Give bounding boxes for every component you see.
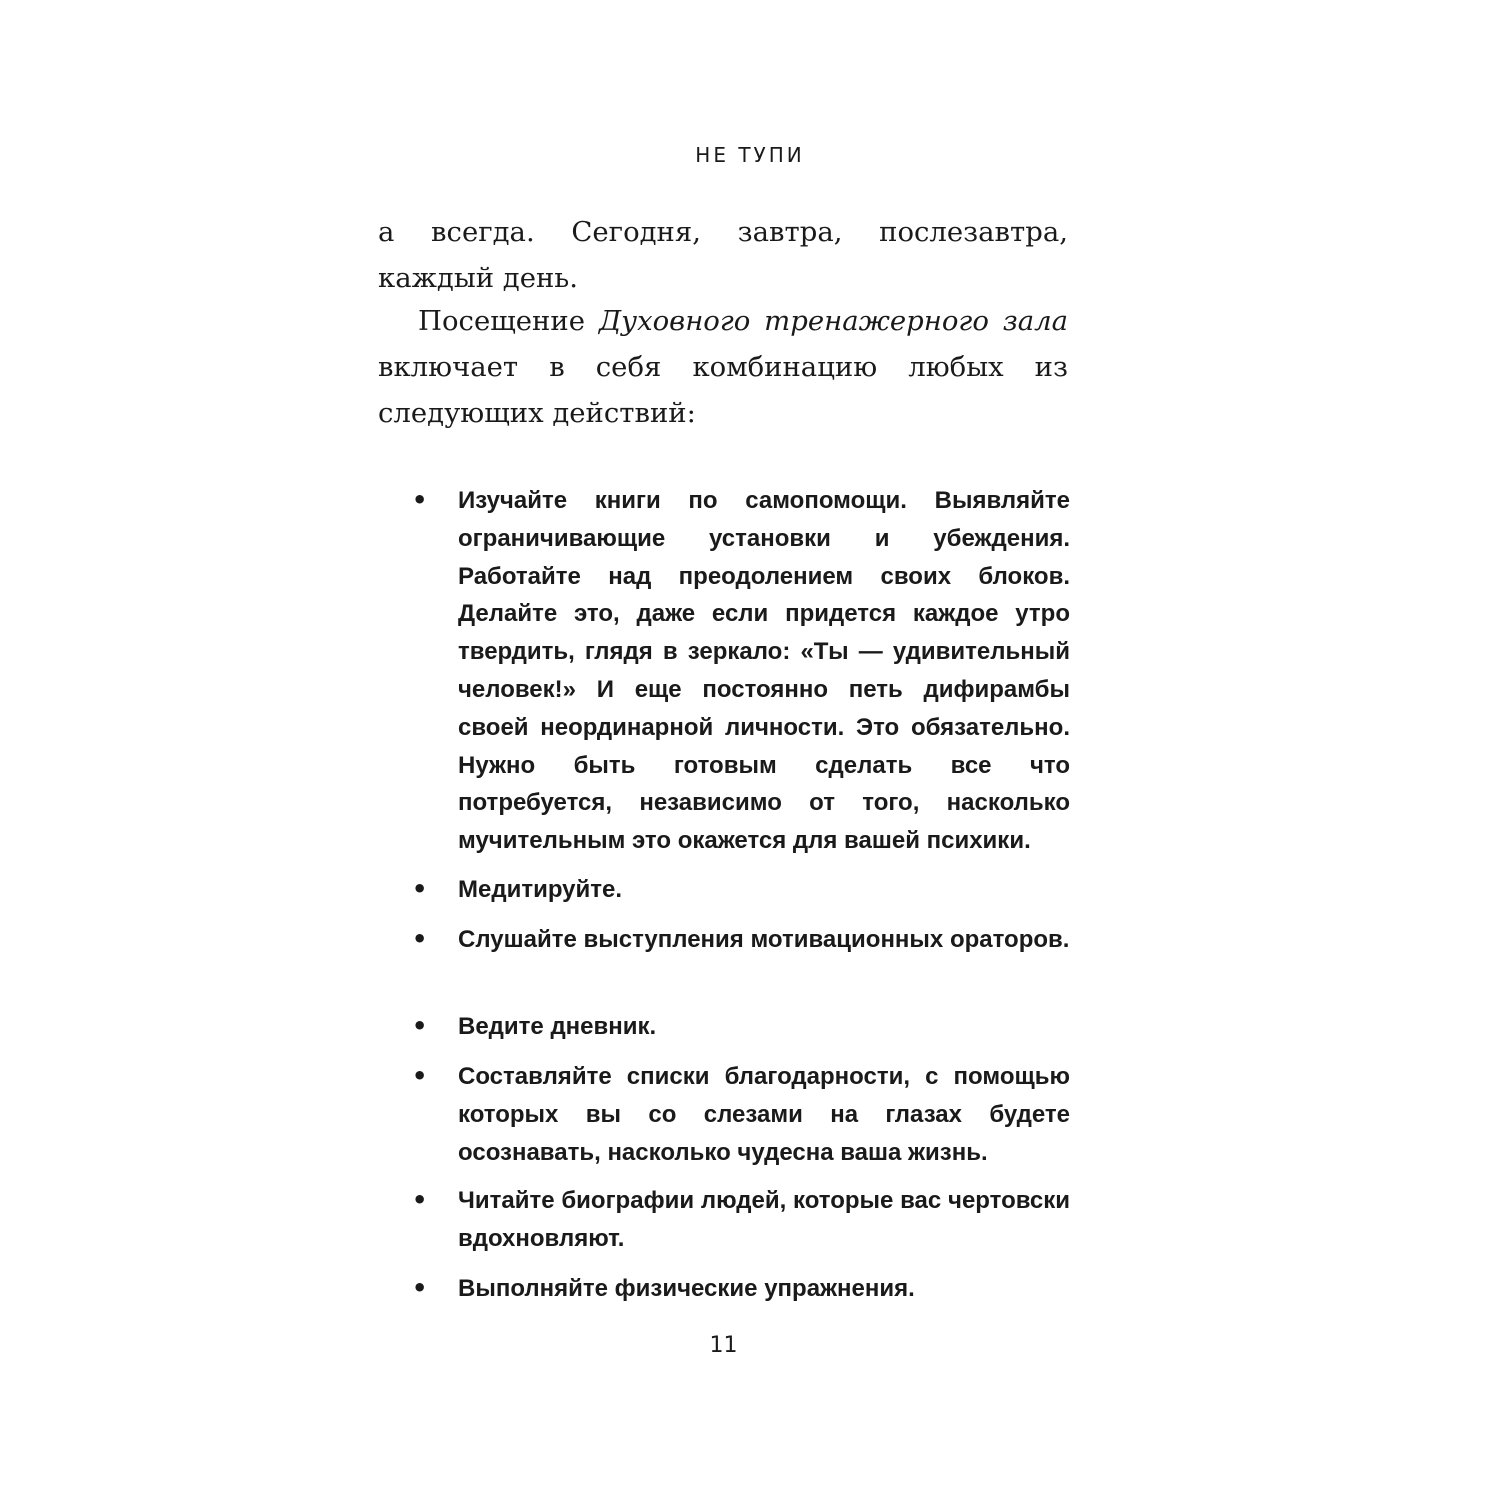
bullet-icon: • bbox=[412, 486, 428, 514]
list-item-text: Составляйте списки благодарности, с помощью которых вы со слезами на глазах будете осознавать, насколько чудесна ваша жизнь. bbox=[458, 1063, 1070, 1166]
running-head: НЕ ТУПИ bbox=[695, 143, 805, 167]
list-item-text: Медитируйте. bbox=[458, 876, 623, 903]
bullet-icon: • bbox=[412, 1186, 428, 1214]
italic-term: Духовного тренажерного зала bbox=[598, 305, 1068, 337]
bullet-icon: • bbox=[412, 1274, 428, 1302]
paragraph-intro-end: включает в себя комбинацию любых из следующих действий: bbox=[378, 351, 1068, 429]
list-item-text: Выполняйте физические упражнения. bbox=[458, 1275, 915, 1302]
bullet-icon: • bbox=[412, 1012, 428, 1040]
paragraph-continuation: а всегда. Сегодня, завтра, послезавтра, каждый день. bbox=[378, 216, 1068, 294]
list-item-text: Читайте биографии людей, которые вас чертовски вдохновляют. bbox=[458, 1187, 1070, 1252]
paragraph-intro bbox=[378, 298, 1068, 436]
bullet-icon: • bbox=[412, 875, 428, 903]
list-item-text: Слушайте выступления мотивационных ораторов. bbox=[458, 926, 1070, 953]
bullet-icon: • bbox=[412, 1062, 428, 1090]
page-number: 11 bbox=[709, 1333, 738, 1358]
list-item-text: Ведите дневник. bbox=[458, 1013, 657, 1040]
list-item-text: Изучайте книги по самопомощи. Выявляйте ограничивающие установки и убеждения. Работайте над преодолением своих блоков. Делайте это, даже если придется каждое утро твердить, глядя в зеркало: «Ты — удивительный человек!» И еще постоянно петь дифирамбы своей неординарной личности. Это обязательно. Нужно быть готовым сделать все что потребуется, независимо от того, насколько мучительным это окажется для вашей психики. bbox=[458, 487, 1070, 855]
paragraph-intro-start: Посещение bbox=[418, 305, 599, 337]
bullet-icon: • bbox=[412, 925, 428, 953]
